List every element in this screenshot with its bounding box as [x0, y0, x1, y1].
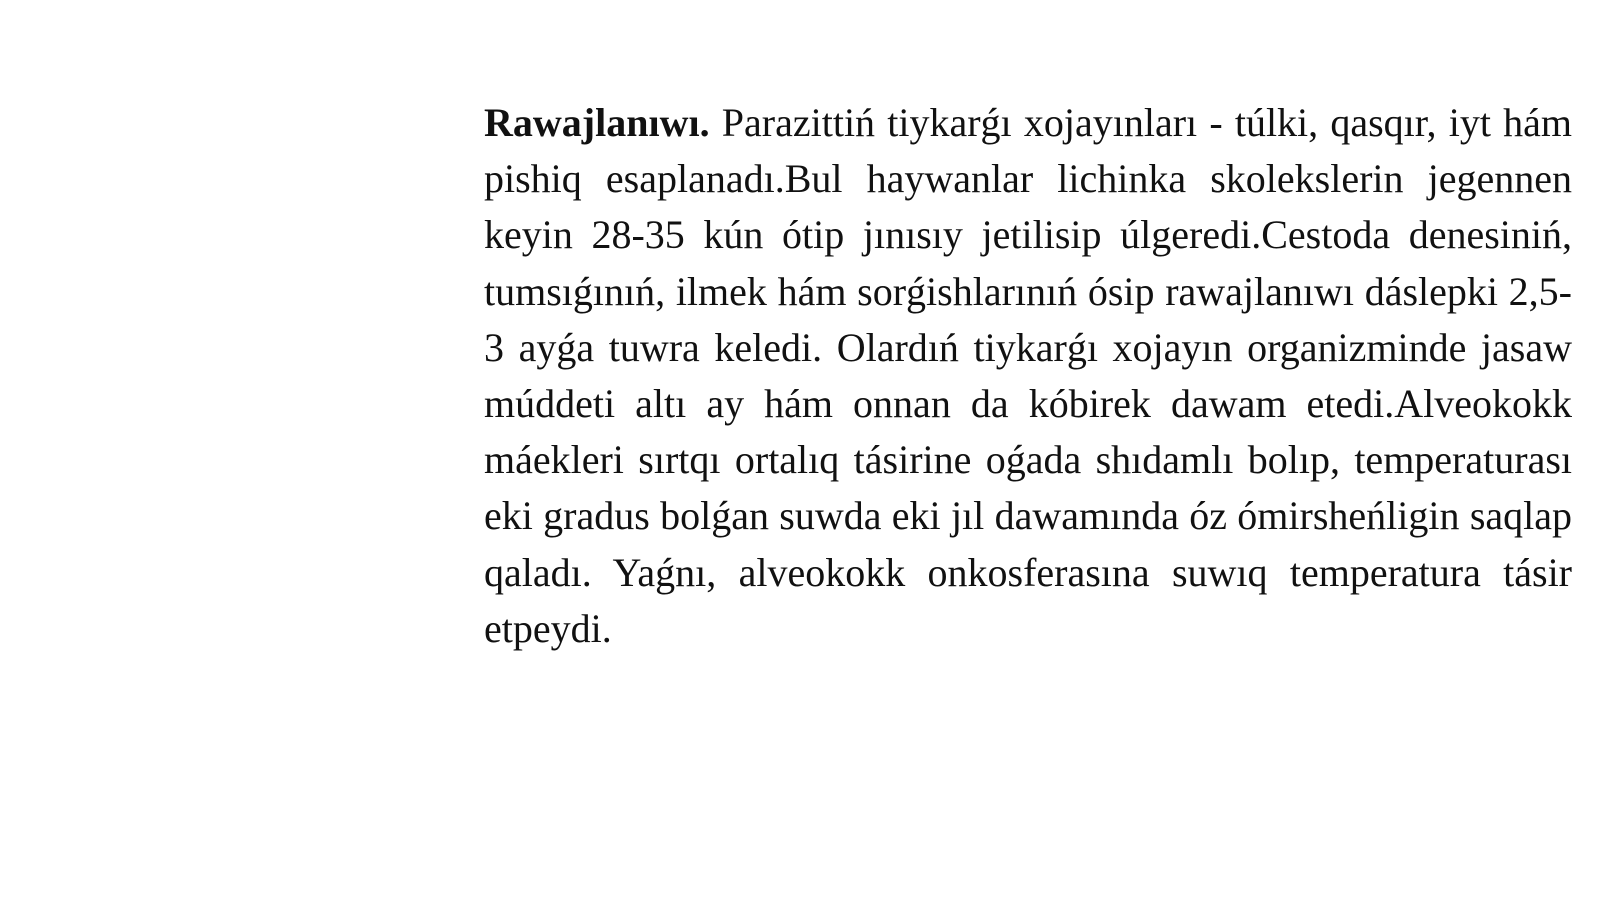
- paragraph: [484, 95, 1572, 657]
- paragraph-body: Parazittiń tiykarǵı xojayınları - túlki, qasqır, iyt hám pishiq esaplanadı.Bul haywanlar lichinka skolekslerin jegennen keyin 28-35 kún ótip jınısıy jetilisip úlgeredi.Cestoda denesiniń, tumsıǵınıń, ilmek hám sorǵishlarınıń ósip rawajlanıwı dáslepki 2,5-3 ayǵa tuwra keledi. Olardıń tiykarǵı xojayın organizminde jasaw múddeti altı ay hám onnan da kóbirek dawam etedi.Alveokokk máekleri sırtqı ortalıq tásirine oǵada shıdamlı bolıp, temperaturası eki gradus bolǵan suwda eki jıl dawamında óz ómirsheńligin saqlap qaladı. Yaǵnı, alveokokk onkosferasına suwıq temperatura tásir etpeydi.: [484, 100, 1572, 651]
- paragraph-heading: Rawajlanıwı.: [484, 100, 710, 145]
